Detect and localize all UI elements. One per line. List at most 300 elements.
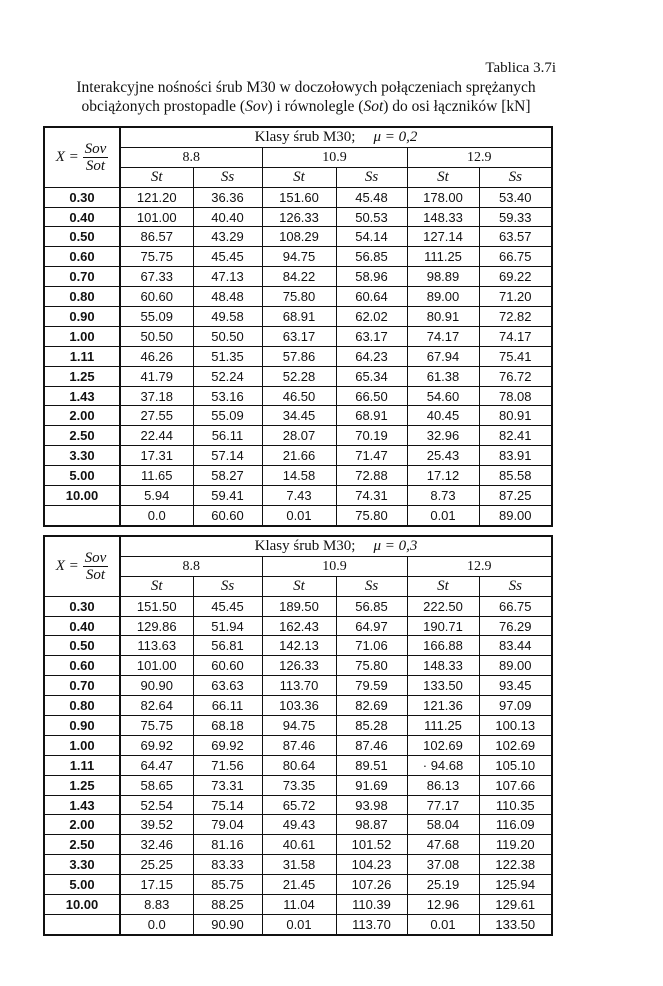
table-row <box>44 914 552 934</box>
ss-value-cell: 71.56 <box>193 755 262 775</box>
column-header-st: St <box>120 167 193 187</box>
caption-line-1: Interakcyjne nośności śrub M30 w doczołowych połączeniach sprężanych <box>76 79 536 96</box>
table-row <box>44 207 552 227</box>
ss-value-cell: 122.38 <box>479 855 552 875</box>
st-value-cell: 68.91 <box>262 307 336 327</box>
x-ratio-cell <box>44 914 120 934</box>
class-header: 12.9 <box>407 556 552 576</box>
table-row <box>44 346 552 366</box>
ss-value-cell: 107.26 <box>336 875 407 895</box>
column-header-st: St <box>262 167 336 187</box>
st-value-cell: 40.61 <box>262 835 336 855</box>
x-ratio-cell: 0.80 <box>44 287 120 307</box>
ss-value-cell: 119.20 <box>479 835 552 855</box>
ss-value-cell: 66.50 <box>336 386 407 406</box>
ss-value-cell: 85.75 <box>193 875 262 895</box>
x-ratio-cell: 10.00 <box>44 895 120 915</box>
ss-value-cell: 47.13 <box>193 267 262 287</box>
ss-value-cell: 68.18 <box>193 716 262 736</box>
friction-coefficient: μ = 0,2 <box>373 128 418 145</box>
x-ratio-cell: 1.11 <box>44 755 120 775</box>
st-value-cell: 69.92 <box>120 735 193 755</box>
table-row <box>44 755 552 775</box>
table-row <box>44 505 552 525</box>
x-ratio-cell: 1.25 <box>44 366 120 386</box>
ss-value-cell: 68.91 <box>336 406 407 426</box>
ss-value-cell: 89.00 <box>479 656 552 676</box>
st-value-cell: 77.17 <box>407 795 479 815</box>
ss-value-cell: 78.08 <box>479 386 552 406</box>
table-row <box>44 636 552 656</box>
ss-value-cell: 75.14 <box>193 795 262 815</box>
ss-value-cell: 81.16 <box>193 835 262 855</box>
st-value-cell: 0.01 <box>407 505 479 525</box>
column-header-st: St <box>407 167 479 187</box>
st-value-cell: 65.72 <box>262 795 336 815</box>
table-number: Tablica 3.7i <box>485 60 556 76</box>
ss-value-cell: 83.44 <box>479 636 552 656</box>
ss-value-cell: 76.72 <box>479 366 552 386</box>
ss-value-cell: 73.31 <box>193 775 262 795</box>
x-ratio-cell: 3.30 <box>44 446 120 466</box>
table-row <box>44 815 552 835</box>
st-value-cell: 5.94 <box>120 486 193 506</box>
ss-value-cell: 49.58 <box>193 307 262 327</box>
st-value-cell: 80.64 <box>262 755 336 775</box>
st-value-cell: 32.46 <box>120 835 193 855</box>
class-header: 8.8 <box>120 147 262 167</box>
st-value-cell: 87.46 <box>262 735 336 755</box>
ss-value-cell: 110.35 <box>479 795 552 815</box>
st-value-cell: 166.88 <box>407 636 479 656</box>
x-ratio-cell: 0.40 <box>44 207 120 227</box>
ss-value-cell: 79.59 <box>336 676 407 696</box>
ss-value-cell: 54.14 <box>336 227 407 247</box>
ss-value-cell: 59.41 <box>193 486 262 506</box>
x-ratio-cell: 3.30 <box>44 855 120 875</box>
st-value-cell: 47.68 <box>407 835 479 855</box>
column-header-ss: Ss <box>479 576 552 596</box>
ss-value-cell: 82.41 <box>479 426 552 446</box>
x-ratio-cell: 10.00 <box>44 486 120 506</box>
table-row <box>44 307 552 327</box>
st-value-cell: 126.33 <box>262 656 336 676</box>
ss-value-cell: 57.14 <box>193 446 262 466</box>
st-value-cell: 58.65 <box>120 775 193 795</box>
st-value-cell: 102.69 <box>407 735 479 755</box>
ss-value-cell: 101.52 <box>336 835 407 855</box>
st-value-cell: · 94.68 <box>407 755 479 775</box>
ss-value-cell: 85.28 <box>336 716 407 736</box>
table-row <box>44 287 552 307</box>
st-value-cell: 40.45 <box>407 406 479 426</box>
st-value-cell: 127.14 <box>407 227 479 247</box>
st-value-cell: 32.96 <box>407 426 479 446</box>
st-value-cell: 64.47 <box>120 755 193 775</box>
ss-value-cell: 74.31 <box>336 486 407 506</box>
table-row <box>44 656 552 676</box>
ss-value-cell: 62.02 <box>336 307 407 327</box>
x-ratio-cell: 0.40 <box>44 616 120 636</box>
st-value-cell: 57.86 <box>262 346 336 366</box>
column-header-ss: Ss <box>193 576 262 596</box>
st-value-cell: 21.45 <box>262 875 336 895</box>
ss-value-cell: 71.06 <box>336 636 407 656</box>
st-value-cell: 67.33 <box>120 267 193 287</box>
x-ratio-cell: 1.43 <box>44 795 120 815</box>
x-ratio-cell: 0.70 <box>44 267 120 287</box>
x-ratio-header: X = $\frac{\text{Sov}}{\text{Sot}}$ <box>44 127 120 187</box>
column-header-ss: Ss <box>336 576 407 596</box>
ss-value-cell: 97.09 <box>479 696 552 716</box>
st-value-cell: 108.29 <box>262 227 336 247</box>
st-value-cell: 8.83 <box>120 895 193 915</box>
ss-value-cell: 82.69 <box>336 696 407 716</box>
caption-line-2: obciążonych prostopadle (Sov) i równolegle (Sot) do osi łączników [kN] <box>81 98 531 115</box>
ss-value-cell: 104.23 <box>336 855 407 875</box>
st-value-cell: 0.0 <box>120 505 193 525</box>
st-value-cell: 189.50 <box>262 596 336 616</box>
table-row <box>44 446 552 466</box>
table-row <box>44 227 552 247</box>
x-ratio-cell <box>44 505 120 525</box>
ss-value-cell: 53.16 <box>193 386 262 406</box>
x-ratio-cell: 5.00 <box>44 466 120 486</box>
table-row <box>44 366 552 386</box>
st-value-cell: 0.01 <box>262 505 336 525</box>
x-ratio-cell: 0.30 <box>44 187 120 207</box>
ss-value-cell: 58.96 <box>336 267 407 287</box>
st-value-cell: 151.60 <box>262 187 336 207</box>
ss-value-cell: 98.87 <box>336 815 407 835</box>
st-value-cell: 148.33 <box>407 207 479 227</box>
st-value-cell: 148.33 <box>407 656 479 676</box>
st-value-cell: 190.71 <box>407 616 479 636</box>
st-value-cell: 126.33 <box>262 207 336 227</box>
st-value-cell: 52.28 <box>262 366 336 386</box>
st-value-cell: 0.01 <box>407 914 479 934</box>
st-value-cell: 74.17 <box>407 326 479 346</box>
st-value-cell: 27.55 <box>120 406 193 426</box>
table-row <box>44 795 552 815</box>
ss-value-cell: 75.80 <box>336 656 407 676</box>
st-value-cell: 133.50 <box>407 676 479 696</box>
ss-value-cell: 72.82 <box>479 307 552 327</box>
ss-value-cell: 87.25 <box>479 486 552 506</box>
ss-value-cell: 125.94 <box>479 875 552 895</box>
table-row <box>44 735 552 755</box>
st-value-cell: 49.43 <box>262 815 336 835</box>
st-value-cell: 37.18 <box>120 386 193 406</box>
ss-value-cell: 43.29 <box>193 227 262 247</box>
st-value-cell: 39.52 <box>120 815 193 835</box>
ss-value-cell: 63.57 <box>479 227 552 247</box>
st-value-cell: 73.35 <box>262 775 336 795</box>
st-value-cell: 113.70 <box>262 676 336 696</box>
st-value-cell: 101.00 <box>120 207 193 227</box>
column-header-ss: Ss <box>193 167 262 187</box>
st-value-cell: 75.80 <box>262 287 336 307</box>
st-value-cell: 11.65 <box>120 466 193 486</box>
ss-value-cell: 129.61 <box>479 895 552 915</box>
st-value-cell: 50.50 <box>120 326 193 346</box>
st-value-cell: 34.45 <box>262 406 336 426</box>
ss-value-cell: 72.88 <box>336 466 407 486</box>
st-value-cell: 25.19 <box>407 875 479 895</box>
ss-value-cell: 79.04 <box>193 815 262 835</box>
x-ratio-cell: 1.25 <box>44 775 120 795</box>
column-header-ss: Ss <box>336 167 407 187</box>
x-ratio-cell: 2.50 <box>44 835 120 855</box>
ss-value-cell: 59.33 <box>479 207 552 227</box>
st-value-cell: 80.91 <box>407 307 479 327</box>
st-value-cell: 12.96 <box>407 895 479 915</box>
st-value-cell: 101.00 <box>120 656 193 676</box>
ss-value-cell: 85.58 <box>479 466 552 486</box>
st-value-cell: 7.43 <box>262 486 336 506</box>
st-value-cell: 28.07 <box>262 426 336 446</box>
table-row <box>44 616 552 636</box>
st-value-cell: 54.60 <box>407 386 479 406</box>
table-row <box>44 596 552 616</box>
table-row <box>44 835 552 855</box>
class-header: 10.9 <box>262 556 407 576</box>
st-value-cell: 17.15 <box>120 875 193 895</box>
st-value-cell: 75.75 <box>120 247 193 267</box>
st-value-cell: 162.43 <box>262 616 336 636</box>
table-row <box>44 895 552 915</box>
ss-value-cell: 66.11 <box>193 696 262 716</box>
ss-value-cell: 89.00 <box>479 505 552 525</box>
st-value-cell: 151.50 <box>120 596 193 616</box>
ss-value-cell: 58.27 <box>193 466 262 486</box>
x-ratio-cell: 1.00 <box>44 326 120 346</box>
st-value-cell: 67.94 <box>407 346 479 366</box>
table-row <box>44 486 552 506</box>
caption-symbol-sot: Sot <box>363 98 384 115</box>
column-header-st: St <box>407 576 479 596</box>
st-value-cell: 90.90 <box>120 676 193 696</box>
ss-value-cell: 45.48 <box>336 187 407 207</box>
ss-value-cell: 83.33 <box>193 855 262 875</box>
st-value-cell: 17.12 <box>407 466 479 486</box>
ss-value-cell: 64.97 <box>336 616 407 636</box>
ss-value-cell: 48.48 <box>193 287 262 307</box>
ss-value-cell: 107.66 <box>479 775 552 795</box>
class-header: 12.9 <box>407 147 552 167</box>
ss-value-cell: 80.91 <box>479 406 552 426</box>
ss-value-cell: 63.17 <box>336 326 407 346</box>
st-value-cell: 142.13 <box>262 636 336 656</box>
table-row <box>44 716 552 736</box>
st-value-cell: 41.79 <box>120 366 193 386</box>
st-value-cell: 46.26 <box>120 346 193 366</box>
caption-symbol-sov: Sov <box>245 98 268 115</box>
ss-value-cell: 87.46 <box>336 735 407 755</box>
ss-value-cell: 93.45 <box>479 676 552 696</box>
ss-value-cell: 53.40 <box>479 187 552 207</box>
table-row <box>44 696 552 716</box>
ss-value-cell: 71.47 <box>336 446 407 466</box>
st-value-cell: 98.89 <box>407 267 479 287</box>
st-value-cell: 129.86 <box>120 616 193 636</box>
ss-value-cell: 66.75 <box>479 247 552 267</box>
table-row <box>44 267 552 287</box>
table-row <box>44 875 552 895</box>
ss-value-cell: 60.60 <box>193 656 262 676</box>
st-value-cell: 94.75 <box>262 247 336 267</box>
class-header: 8.8 <box>120 556 262 576</box>
x-ratio-cell: 2.00 <box>44 815 120 835</box>
x-ratio-cell: 1.11 <box>44 346 120 366</box>
st-value-cell: 60.60 <box>120 287 193 307</box>
st-value-cell: 46.50 <box>262 386 336 406</box>
x-ratio-cell: 0.70 <box>44 676 120 696</box>
st-value-cell: 89.00 <box>407 287 479 307</box>
x-ratio-cell: 1.00 <box>44 735 120 755</box>
x-ratio-cell: 0.90 <box>44 716 120 736</box>
st-value-cell: 86.57 <box>120 227 193 247</box>
ss-value-cell: 100.13 <box>479 716 552 736</box>
st-value-cell: 31.58 <box>262 855 336 875</box>
st-value-cell: 37.08 <box>407 855 479 875</box>
ss-value-cell: 113.70 <box>336 914 407 934</box>
ss-value-cell: 110.39 <box>336 895 407 915</box>
x-ratio-cell: 2.00 <box>44 406 120 426</box>
st-value-cell: 17.31 <box>120 446 193 466</box>
st-value-cell: 11.04 <box>262 895 336 915</box>
ss-value-cell: 71.20 <box>479 287 552 307</box>
st-value-cell: 0.0 <box>120 914 193 934</box>
st-value-cell: 86.13 <box>407 775 479 795</box>
ss-value-cell: 56.81 <box>193 636 262 656</box>
st-value-cell: 52.54 <box>120 795 193 815</box>
st-value-cell: 111.25 <box>407 716 479 736</box>
ss-value-cell: 69.22 <box>479 267 552 287</box>
st-value-cell: 55.09 <box>120 307 193 327</box>
ss-value-cell: 40.40 <box>193 207 262 227</box>
x-ratio-cell: 0.50 <box>44 636 120 656</box>
st-value-cell: 61.38 <box>407 366 479 386</box>
column-header-st: St <box>120 576 193 596</box>
ss-value-cell: 64.23 <box>336 346 407 366</box>
table-row <box>44 426 552 446</box>
table-row <box>44 775 552 795</box>
x-ratio-cell: 5.00 <box>44 875 120 895</box>
x-ratio-cell: 0.30 <box>44 596 120 616</box>
table-row <box>44 676 552 696</box>
ss-value-cell: 51.35 <box>193 346 262 366</box>
st-value-cell: 121.36 <box>407 696 479 716</box>
ss-value-cell: 89.51 <box>336 755 407 775</box>
ss-value-cell: 105.10 <box>479 755 552 775</box>
bolt-class-title: Klasy śrub M30; μ = 0,3 <box>120 536 552 556</box>
x-ratio-cell: 2.50 <box>44 426 120 446</box>
ss-value-cell: 70.19 <box>336 426 407 446</box>
ss-value-cell: 133.50 <box>479 914 552 934</box>
ss-value-cell: 60.60 <box>193 505 262 525</box>
column-header-ss: Ss <box>479 167 552 187</box>
ss-value-cell: 76.29 <box>479 616 552 636</box>
ss-value-cell: 56.11 <box>193 426 262 446</box>
bolt-class-title: Klasy śrub M30; μ = 0,2 <box>120 127 552 147</box>
st-value-cell: 222.50 <box>407 596 479 616</box>
x-ratio-cell: 1.43 <box>44 386 120 406</box>
ss-value-cell: 75.41 <box>479 346 552 366</box>
ss-value-cell: 56.85 <box>336 596 407 616</box>
table-mu-0-2 <box>43 126 553 527</box>
ss-value-cell: 91.69 <box>336 775 407 795</box>
friction-coefficient: μ = 0,3 <box>373 537 418 554</box>
st-value-cell: 178.00 <box>407 187 479 207</box>
class-header: 10.9 <box>262 147 407 167</box>
table-row <box>44 247 552 267</box>
st-value-cell: 22.44 <box>120 426 193 446</box>
st-value-cell: 25.25 <box>120 855 193 875</box>
table-row <box>44 187 552 207</box>
ss-value-cell: 66.75 <box>479 596 552 616</box>
st-value-cell: 14.58 <box>262 466 336 486</box>
st-value-cell: 103.36 <box>262 696 336 716</box>
ss-value-cell: 60.64 <box>336 287 407 307</box>
ss-value-cell: 36.36 <box>193 187 262 207</box>
st-value-cell: 0.01 <box>262 914 336 934</box>
ss-value-cell: 116.09 <box>479 815 552 835</box>
x-ratio-cell: 0.50 <box>44 227 120 247</box>
ss-value-cell: 65.34 <box>336 366 407 386</box>
ss-value-cell: 102.69 <box>479 735 552 755</box>
st-value-cell: 113.63 <box>120 636 193 656</box>
ss-value-cell: 90.90 <box>193 914 262 934</box>
table-row <box>44 406 552 426</box>
ss-value-cell: 51.94 <box>193 616 262 636</box>
st-value-cell: 75.75 <box>120 716 193 736</box>
st-value-cell: 25.43 <box>407 446 479 466</box>
ss-value-cell: 45.45 <box>193 596 262 616</box>
st-value-cell: 84.22 <box>262 267 336 287</box>
x-ratio-cell: 0.80 <box>44 696 120 716</box>
ss-value-cell: 69.92 <box>193 735 262 755</box>
ss-value-cell: 55.09 <box>193 406 262 426</box>
x-ratio-cell: 0.90 <box>44 307 120 327</box>
ss-value-cell: 83.91 <box>479 446 552 466</box>
table-row <box>44 326 552 346</box>
ss-value-cell: 93.98 <box>336 795 407 815</box>
ss-value-cell: 50.53 <box>336 207 407 227</box>
st-value-cell: 21.66 <box>262 446 336 466</box>
st-value-cell: 8.73 <box>407 486 479 506</box>
ss-value-cell: 88.25 <box>193 895 262 915</box>
ss-value-cell: 50.50 <box>193 326 262 346</box>
ss-value-cell: 75.80 <box>336 505 407 525</box>
x-ratio-cell: 0.60 <box>44 247 120 267</box>
st-value-cell: 82.64 <box>120 696 193 716</box>
x-ratio-cell: 0.60 <box>44 656 120 676</box>
st-value-cell: 94.75 <box>262 716 336 736</box>
table-caption <box>36 78 576 116</box>
ss-value-cell: 74.17 <box>479 326 552 346</box>
st-value-cell: 111.25 <box>407 247 479 267</box>
column-header-st: St <box>262 576 336 596</box>
table-row <box>44 466 552 486</box>
table-row <box>44 855 552 875</box>
st-value-cell: 63.17 <box>262 326 336 346</box>
ss-value-cell: 56.85 <box>336 247 407 267</box>
st-value-cell: 121.20 <box>120 187 193 207</box>
x-ratio-header: X = $\frac{\text{Sov}}{\text{Sot}}$ <box>44 536 120 596</box>
ss-value-cell: 63.63 <box>193 676 262 696</box>
st-value-cell: 58.04 <box>407 815 479 835</box>
